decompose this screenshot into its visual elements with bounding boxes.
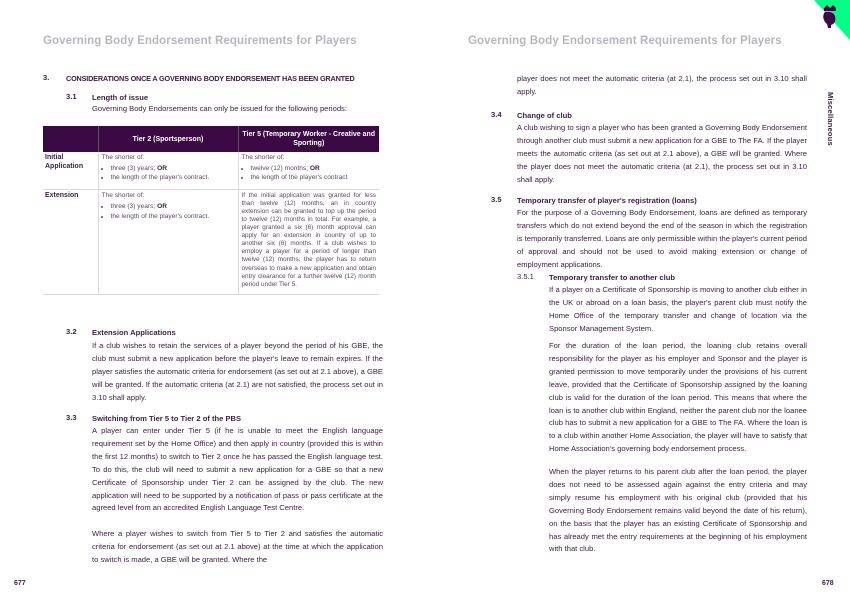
premier-league-lion-icon — [823, 5, 836, 28]
table-row — [43, 152, 379, 190]
section-3-2-text: If a club wishes to retain the services of a player beyond the period of his GBE, the club must submit a new application before the player's leave to remain expires. If the player satisfies the automatic criteria for endorsement (as set out at 2.1 above), a GBE will be granted. If the automatic criteria (at 2.1) are not satisfied, the process set out in 3.10 shall apply. — [92, 341, 383, 402]
side-tab-miscellaneous: Miscellaneous — [826, 92, 835, 146]
section-3-5-1-title: Temporary transfer to another club — [549, 273, 676, 282]
section-3-3-para-2: Where a player wishes to switch from Tier 5 to Tier 2 and satisfies the automatic criteria for endorsement (as set out at 2.1 above) at the time at which the application to switch is made, a GBE will be granted. Where the — [92, 529, 383, 564]
section-3-2-number: 3.2 — [66, 327, 77, 336]
cell-extension-tier5: If the initial application was granted for less than twelve (12) months, an in country extension can be granted to top up the period to twelve (12) months in total. For example, a player granted a six (6) month approval can apply for an extension in country of up to another six (6) months. If a club wishes to employ a player for a period of longer than twelve (12) months, the player has to return overseas to make a new application and obtain entry clearance for a further twelve (12) month period under Tier 5. — [238, 190, 379, 295]
section-3-3-number: 3.3 — [66, 413, 77, 422]
section-3-5-1-number: 3.5.1 — [517, 272, 534, 281]
table-header-empty — [43, 126, 98, 152]
section-3-5-1-para-1: If a player on a Certificate of Sponsorship is moving to another club either in the UK or abroad on a loan basis, the player's parent club must notify the Home Office of the temporary transfer and change of location via the Sponsor Management System. — [549, 285, 807, 333]
row-label-extension: Extension — [43, 190, 98, 295]
section-3-4-title: Change of club — [517, 111, 572, 120]
continued-text: player does not meet the automatic criteria (at 2.1), the process set out in 3.10 shall apply. — [517, 74, 807, 96]
page-number-left: 677 — [14, 580, 26, 587]
cell-initial-tier5: The shorter of: • twelve (12) months; OR • the length of the player's contract — [238, 152, 379, 190]
section-3-5-1-para-2: For the duration of the loan period, the loaning club retains overall responsibility for the player as his employer and Sponsor and the player is granted permission to move temporarily under the provisions of his current leave, provided that the Certificate of Sponsorship assigned by the loaning club is valid for the duration of the loan period. This means that where the loan is to another club within England, neither the parent club nor the loanee club has to submit a new application for a GBE to The FA. Where the loan is to a club within another Home Association, the player will have to satisfy that Home Association's governing body endorsement process. — [549, 341, 807, 454]
list-item: • the length of the player's contract — [251, 174, 377, 183]
cell-initial-tier2: The shorter of: • three (3) years; OR • the length of the player's contract. — [98, 152, 238, 190]
section-3-title: CONSIDERATIONS ONCE A GOVERNING BODY ENDORSEMENT HAS BEEN GRANTED — [66, 74, 355, 83]
section-3-3-para-1: A player can enter under Tier 5 (if he is unable to meet the English language requirement set by the Home Office) and then apply in country (provided this is within the first 12 months) to switch to Tier 2 once he has passed the English language test. To do this, the club will need to submit a new application for a GBE so that a new Certificate of Sponsorship under Tier 2 can be assigned by the club. The new application will need to be supported by a notification of pass or pass certificate at the agreed level from an accredited English Language Test Centre. — [92, 426, 383, 513]
section-3-1-title: Length of issue — [92, 93, 149, 102]
table-header-row — [43, 126, 379, 152]
section-3-3-title: Switching from Tier 5 to Tier 2 of the PBS — [92, 414, 242, 423]
section-3-1-number: 3.1 — [66, 92, 77, 101]
list-item: • three (3) years; OR — [111, 165, 235, 174]
table-header-tier5: Tier 5 (Temporary Worker - Creative and Sporting) — [238, 126, 379, 152]
section-3-1-text: Governing Body Endorsements can only be issued for the following periods: — [92, 104, 347, 113]
cell-extension-tier2: The shorter of: • three (3) years; OR • the length of the player's contract. — [98, 190, 238, 295]
section-3-5-text: For the purpose of a Governing Body Endorsement, loans are defined as temporary transfers which do not extend beyond the end of the season in which the registration is temporarily transferred. Loans are only permissible within the player's current period of approval and should not be used to avoid making extension or change of employment applications. — [517, 208, 807, 269]
gbe-periods-table — [43, 126, 379, 295]
page-number-right: 678 — [822, 580, 834, 587]
section-3-5-number: 3.5 — [491, 195, 502, 204]
section-3-2-title: Extension Applications — [92, 328, 176, 337]
table-header-tier2: Tier 2 (Sportsperson) — [98, 126, 238, 152]
section-3-5-title: Temporary transfer of player's registration (loans) — [517, 196, 697, 205]
section-3-number: 3. — [43, 73, 50, 82]
list-item: • three (3) years; OR — [111, 203, 235, 212]
section-3-4-text: A club wishing to sign a player who has been granted a Governing Body Endorsement through another club must submit a new application for a GBE to The FA. If the player meets the automatic criteria (as set out at 2.1 above), a GBE will be granted. Where the player does not meet the automatic criteria (at 2.1), the process set out in 3.10 shall apply. — [517, 123, 807, 184]
section-3-4-number: 3.4 — [491, 110, 502, 119]
section-3-5-1-para-3: When the player returns to his parent club after the loan period, the player does not need to be assessed again against the entry criteria and may simply resume his employment with his original club (provided that his Governing Body Endorsement remains valid beyond the date of his return), on the basis that the player has an existing Certificate of Sponsorship and has already met the entry requirements at the beginning of his employment with that club. — [549, 467, 807, 554]
list-item: • the length of the player's contract. — [111, 213, 235, 222]
list-item: • the length of the player's contract. — [111, 174, 235, 183]
table-row — [43, 190, 379, 295]
row-label-initial: Initial Application — [43, 152, 98, 190]
running-head-left: Governing Body Endorsement Requirements for Players — [43, 35, 357, 47]
corner-logo-badge — [800, 0, 850, 40]
list-item: • twelve (12) months; OR — [251, 165, 377, 174]
running-head-right: Governing Body Endorsement Requirements for Players — [468, 35, 782, 47]
